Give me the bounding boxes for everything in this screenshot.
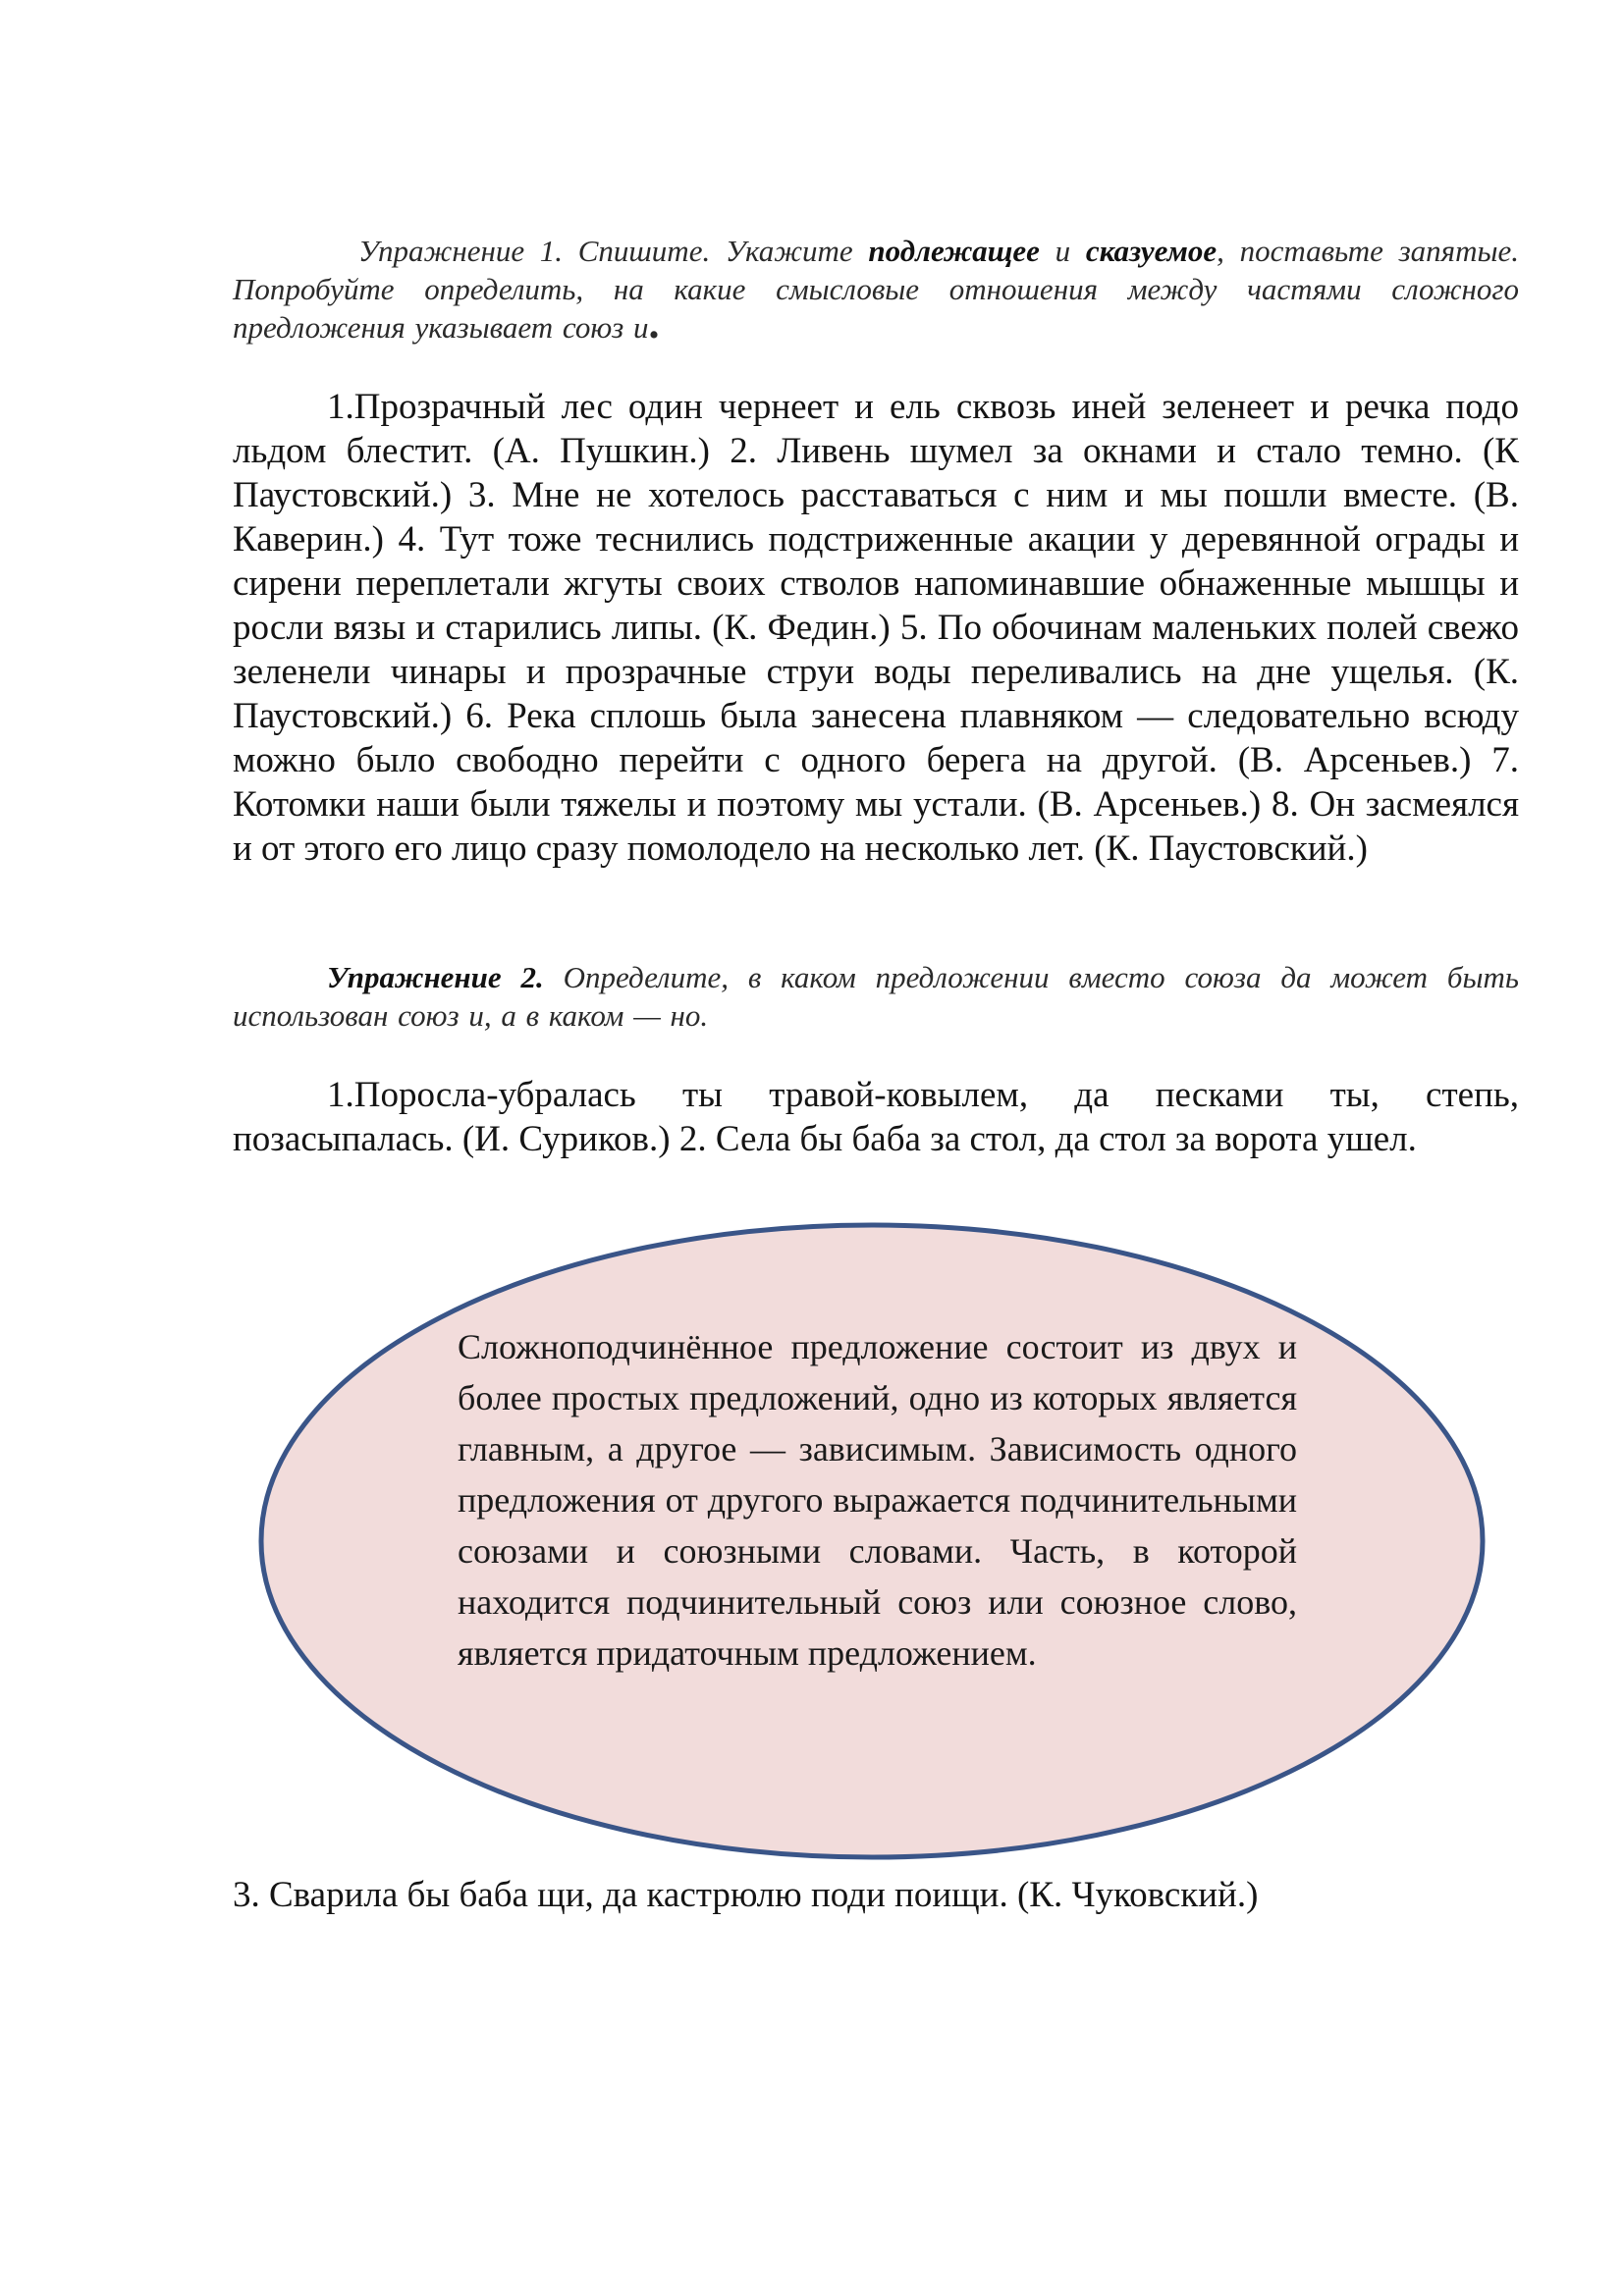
exercise2-text xyxy=(233,1073,1519,1161)
exercise2-task xyxy=(233,958,1519,1035)
rule-definition: Сложноподчинённое предложение состоит из двух и более простых предложений, одно из которых является главным, а другое — зависимым. Зависимость одного предложения от другого выражается подчинительными союзами и союзными словами. Часть, в которой находится подчинительный союз или союзное слово, является придаточным предложением. xyxy=(458,1327,1297,1673)
exercise1-task xyxy=(233,232,1519,347)
exercise1-task-intro: Упражнение 1. Спишите. Укажите xyxy=(358,234,869,268)
exercise2-title: Упражнение 2. xyxy=(327,960,544,994)
exercise2-sentences: 1.Поросла-убралась ты травой-ковылем, да песками ты, степь, позасыпалась. (И. Суриков.) 2. Села бы баба за стол, да стол за ворота ушел. xyxy=(233,1075,1519,1159)
rule-ellipse xyxy=(253,1217,1490,1865)
exercise1-task-and: и xyxy=(1039,234,1086,268)
exercise2-sentence-3: 3. Сварила бы баба щи, да кастрюлю поди поищи. (К. Чуковский.) xyxy=(233,1875,1259,1915)
exercise1-term-predicate: сказуемое xyxy=(1085,234,1218,268)
exercise1-term-subject: подлежащее xyxy=(868,234,1040,268)
exercise1-task-rest: , поставьте запятые. Попробуйте определить, на какие смысловые отношения между частями сложного предложения указывает союз и xyxy=(233,234,1519,345)
exercise1-text xyxy=(233,385,1519,871)
exercise1-task-end: . xyxy=(648,299,660,347)
exercise2-continuation xyxy=(233,1873,1519,1917)
exercise2-task-rest: Определите, в каком предложении вместо союза да может быть использован союз и, а в каком — но. xyxy=(233,960,1519,1033)
exercise1-sentences: 1.Прозрачный лес один чернеет и ель сквозь иней зеленеет и речка подо льдом блестит. (А. Пушкин.) 2. Ливень шумел за окнами и стало темно. (К Паустовский.) 3. Мне не хотелось расставаться с ним и мы пошли вместе. (В. Каверин.) 4. Тут тоже теснились подстриженные акации у деревянной ограды и сирени переплетали жгуты своих стволов напоминавшие обнаженные мышцы и росли вязы и старились липы. (К. Федин.) 5. По обочинам маленьких полей свежо зеленели чинары и прозрачные струи воды переливались на дне ущелья. (К. Паустовский.) 6. Река сплошь была занесена плавняком — следовательно всюду можно было свободно перейти с одного берега на другой. (В. Арсеньев.) 7. Котомки наши были тяжелы и поэтому мы устали. (В. Арсеньев.) 8. Он засмеялся и от этого его лицо сразу помолодело на несколько лет. (К. Паустовский.) xyxy=(233,387,1519,869)
